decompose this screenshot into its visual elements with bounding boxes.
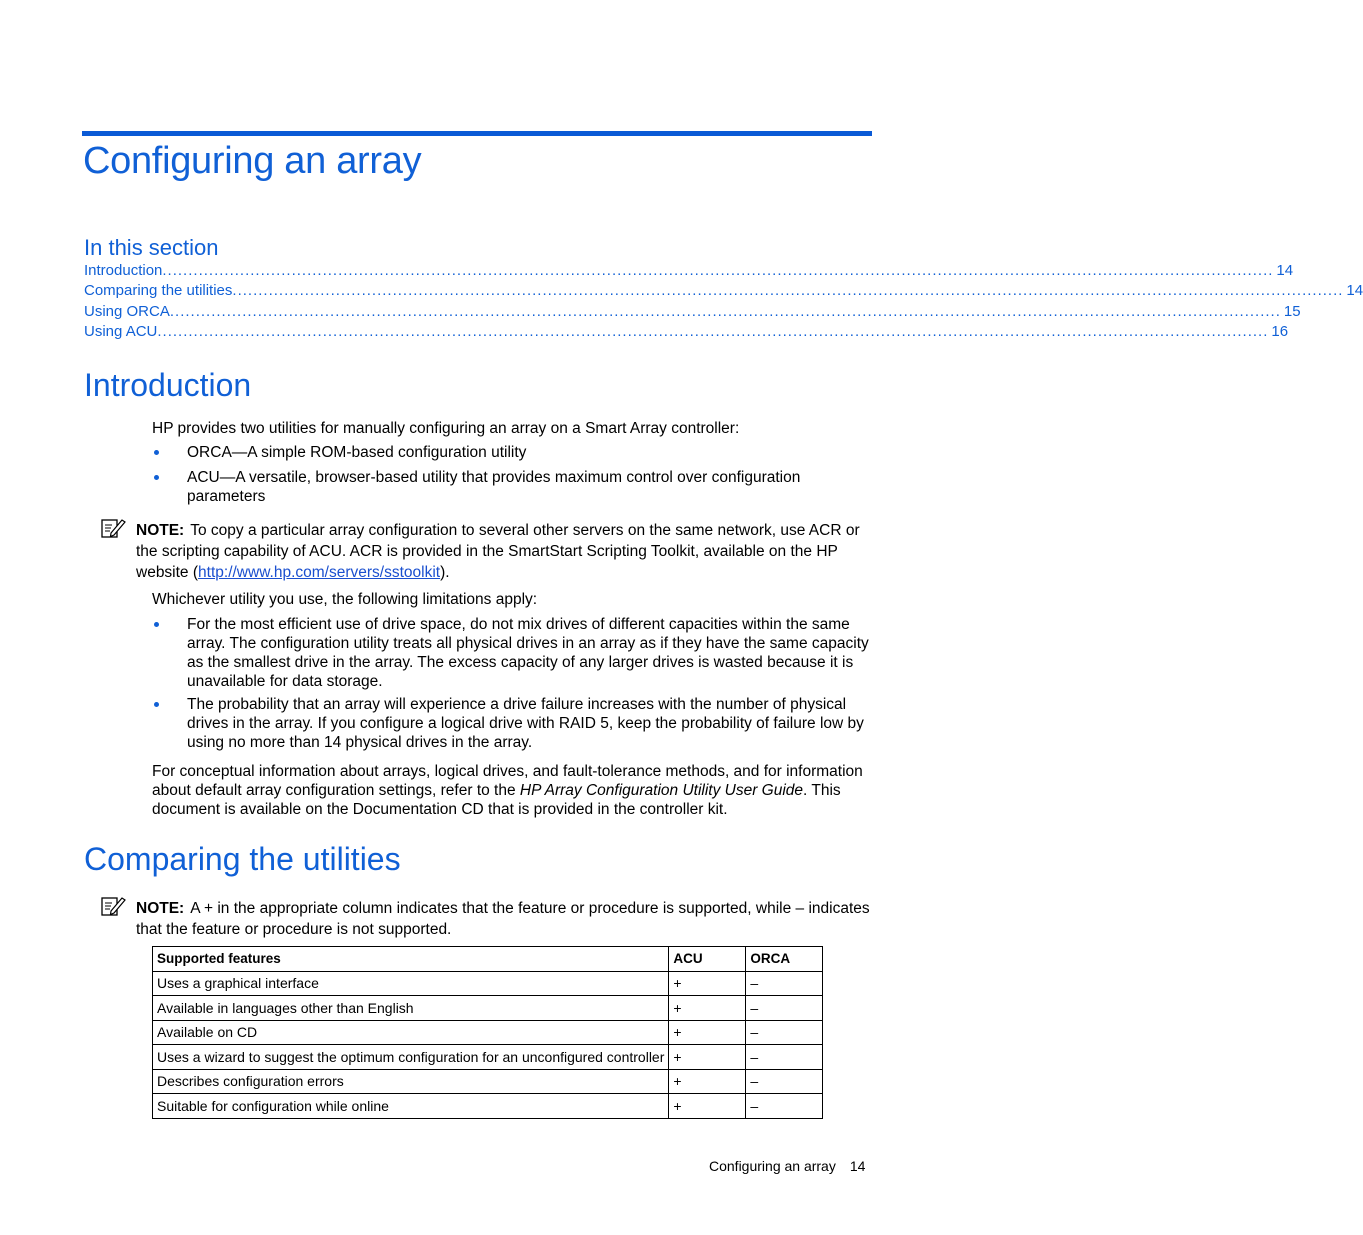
- note-text: A + in the appropriate column indicates that the feature or procedure is supported, while – indicates that the feature or procedure is not supported.: [136, 900, 870, 938]
- toc-entry-label[interactable]: Using ACU: [84, 322, 158, 340]
- page-footer: [709, 1158, 865, 1174]
- sstoolkit-link[interactable]: http://www.hp.com/servers/sstoolkit: [198, 564, 441, 581]
- chapter-title: Configuring an array: [83, 140, 422, 182]
- note-text-end: ).: [440, 564, 450, 581]
- table-legend-note: [100, 898, 872, 940]
- comparing-heading: Comparing the utilities: [84, 841, 401, 877]
- bullet-dot-icon: [154, 702, 159, 707]
- note-pencil-icon: [100, 516, 126, 540]
- toc-leader-dots: .......................................................................................................................................................................................................................: [232, 282, 1344, 300]
- toc-leader-dots: .......................................................................................................................................................................................................................: [157, 322, 1269, 340]
- conceptual-text: For conceptual information about arrays, logical drives, and fault-tolerance methods, and for information about default array configuration settings, refer to the: [152, 763, 863, 799]
- table-cell: –: [746, 1094, 823, 1119]
- column-header: ACU: [669, 947, 746, 972]
- note-body: [100, 898, 872, 940]
- acr-note: [100, 520, 872, 583]
- toc-entry-page[interactable]: 14: [1276, 262, 1294, 279]
- column-header: ORCA: [746, 947, 823, 972]
- conceptual-info-text: [152, 762, 872, 819]
- guide-title: HP Array Configuration Utility User Guide: [519, 782, 804, 799]
- table-cell: +: [669, 996, 746, 1021]
- features-table: [152, 946, 823, 1119]
- table-cell: –: [746, 1069, 823, 1094]
- table-cell: Describes configuration errors: [153, 1069, 669, 1094]
- table-cell: Suitable for configuration while online: [153, 1094, 669, 1119]
- note-body: [100, 520, 872, 583]
- list-item: [152, 468, 870, 506]
- limitations-intro: Whichever utility you use, the following limitations apply:: [152, 591, 538, 608]
- column-header: Supported features: [153, 947, 669, 972]
- table-cell: +: [669, 1020, 746, 1045]
- toc-entry-label[interactable]: Comparing the utilities: [84, 282, 233, 300]
- table-of-contents: [84, 262, 1363, 343]
- introduction-heading: Introduction: [84, 367, 252, 403]
- toc-entry-using-acu[interactable]: [84, 322, 1289, 343]
- conceptual-text-end: . This document is available on the Documentation CD that is provided in the controller kit.: [152, 782, 841, 818]
- table-row: [153, 1069, 823, 1094]
- toc-entry-using-orca[interactable]: [84, 302, 1301, 323]
- toc-entry-comparing[interactable]: [84, 282, 1363, 302]
- list-item-text: ORCA—A simple ROM-based configuration utility: [187, 444, 527, 461]
- table-cell: Uses a wizard to suggest the optimum configuration for an unconfigured controller: [153, 1045, 669, 1070]
- toc-entry-page[interactable]: 15: [1283, 302, 1301, 320]
- table-cell: –: [746, 971, 823, 996]
- toc-entry-introduction[interactable]: [84, 262, 1294, 282]
- table-cell: Available on CD: [153, 1020, 669, 1045]
- limitations-list: [152, 615, 870, 752]
- list-item-text: For the most efficient use of drive space, do not mix drives of different capacities within the same array. The configuration utility treats all physical drives in an array as if they have the same capacity as the smallest drive in the array. The excess capacity of any larger drives is wasted because it is unavailable for data storage.: [187, 616, 869, 690]
- toc-heading: In this section: [84, 235, 219, 260]
- introduction-text: HP provides two utilities for manually configuring an array on a Smart Array controller:: [152, 420, 740, 437]
- list-item: [152, 695, 870, 752]
- table-cell: –: [746, 1045, 823, 1070]
- footer-section-title: Configuring an array: [709, 1158, 836, 1174]
- list-item-text: The probability that an array will experience a drive failure increases with the number of physical drives in the array. If you configure a logical drive with RAID 5, keep the probability of failure low by using no more than 14 physical drives in the array.: [187, 696, 864, 751]
- bullet-dot-icon: [154, 622, 159, 627]
- table-cell: +: [669, 971, 746, 996]
- table-row: [153, 1020, 823, 1045]
- table-row: [153, 1045, 823, 1070]
- utilities-list: [152, 443, 870, 506]
- toc-entry-page[interactable]: 14: [1346, 282, 1363, 300]
- table-header-row: [153, 947, 823, 972]
- table-cell: +: [669, 1094, 746, 1119]
- note-pencil-icon: [100, 894, 126, 918]
- list-item-text: ACU—A versatile, browser-based utility that provides maximum control over configuration parameters: [187, 469, 801, 505]
- note-label: NOTE:: [136, 522, 185, 539]
- bullet-dot-icon: [154, 475, 159, 480]
- note-text: To copy a particular array configuration to several other servers on the same network, use ACR or the scripting capability of ACU. ACR is provided in the SmartStart Scripting Toolkit, available on the HP website (: [136, 522, 860, 581]
- table-cell: +: [669, 1069, 746, 1094]
- toc-entry-page[interactable]: 16: [1271, 322, 1289, 340]
- table-cell: –: [746, 1020, 823, 1045]
- list-item: [152, 443, 870, 462]
- table-cell: Uses a graphical interface: [153, 971, 669, 996]
- toc-leader-dots: .......................................................................................................................................................................................................................: [169, 302, 1281, 320]
- note-label: NOTE:: [136, 900, 185, 917]
- bullet-dot-icon: [154, 450, 159, 455]
- toc-leader-dots: .......................................................................................................................................................................................................................: [162, 262, 1274, 279]
- table-cell: –: [746, 996, 823, 1021]
- table-row: [153, 971, 823, 996]
- toc-entry-label[interactable]: Introduction: [84, 262, 163, 279]
- table-row: [153, 1094, 823, 1119]
- toc-entry-label[interactable]: Using ORCA: [84, 302, 170, 320]
- table-row: [153, 996, 823, 1021]
- header-rule: [82, 131, 872, 136]
- page-number: 14: [849, 1158, 866, 1174]
- table-cell: +: [669, 1045, 746, 1070]
- list-item: [152, 615, 870, 691]
- table-cell: Available in languages other than English: [153, 996, 669, 1021]
